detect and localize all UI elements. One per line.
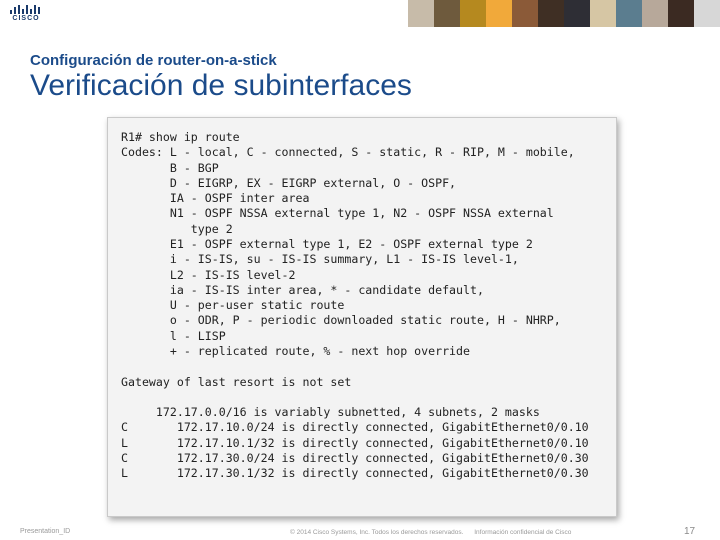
cisco-logo [8,4,44,24]
header-photo [590,0,616,27]
terminal-line: type 2 [121,221,233,236]
terminal-line: i - IS-IS, su - IS-IS summary, L1 - IS-IS level-1, [121,252,519,267]
slide-subtitle: Configuración de router-on-a-stick [30,52,277,69]
header-photo [512,0,538,27]
page-number: 17 [684,526,696,537]
footer-presentation-id: Presentation_ID [20,528,71,535]
header-photo [486,0,512,27]
slide-title: Verificación de subinterfaces [30,69,412,102]
terminal-line: l - LISP [121,328,226,343]
header-photo [668,0,694,27]
terminal-line: U - per-user static route [121,298,345,313]
terminal-line: B - BGP [121,160,219,175]
terminal-line: L2 - IS-IS level-2 [121,267,296,282]
terminal-line: C 172.17.30.0/24 is directly connected, GigabitEthernet0/0.30 [121,450,589,465]
header-photo [434,0,460,27]
terminal-line: Codes: L - local, C - connected, S - static, R - RIP, M - mobile, [121,145,575,160]
terminal-line: L 172.17.30.1/32 is directly connected, GigabitEthernet0/0.30 [121,466,589,481]
footer-copyright-text: © 2014 Cisco Systems, Inc. Todos los derechos reservados. [290,529,464,536]
terminal-output-window [107,117,617,517]
header-photo [460,0,486,27]
terminal-line: N1 - OSPF NSSA external type 1, N2 - OSPF NSSA external [121,206,554,221]
cisco-bars-icon [10,5,42,14]
terminal-line: D - EIGRP, EX - EIGRP external, O - OSPF, [121,175,457,190]
footer-confidential-text: Información confidencial de Cisco [474,529,572,536]
terminal-line: R1# show ip route [121,130,240,144]
terminal-line: + - replicated route, % - next hop override [121,343,471,358]
terminal-output-text [121,130,589,481]
terminal-line: L 172.17.10.1/32 is directly connected, GigabitEthernet0/0.10 [121,435,589,450]
terminal-line: 172.17.0.0/16 is variably subnetted, 4 subnets, 2 masks [121,405,540,420]
cisco-logo-text: CISCO [12,15,40,22]
terminal-line: Gateway of last resort is not set [121,374,352,389]
header-photo [642,0,668,27]
terminal-line: E1 - OSPF external type 1, E2 - OSPF external type 2 [121,236,533,251]
header-photo [694,0,720,27]
header-bar [0,0,720,27]
terminal-line: ia - IS-IS inter area, * - candidate default, [121,282,484,297]
header-photo-strip [408,0,720,27]
footer-copyright [290,529,571,536]
terminal-line: o - ODR, P - periodic downloaded static route, H - NHRP, [121,313,561,328]
terminal-line: IA - OSPF inter area [121,191,310,206]
header-photo [408,0,434,27]
header-photo [538,0,564,27]
header-photo [564,0,590,27]
header-photo [616,0,642,27]
terminal-line: C 172.17.10.0/24 is directly connected, GigabitEthernet0/0.10 [121,420,589,435]
